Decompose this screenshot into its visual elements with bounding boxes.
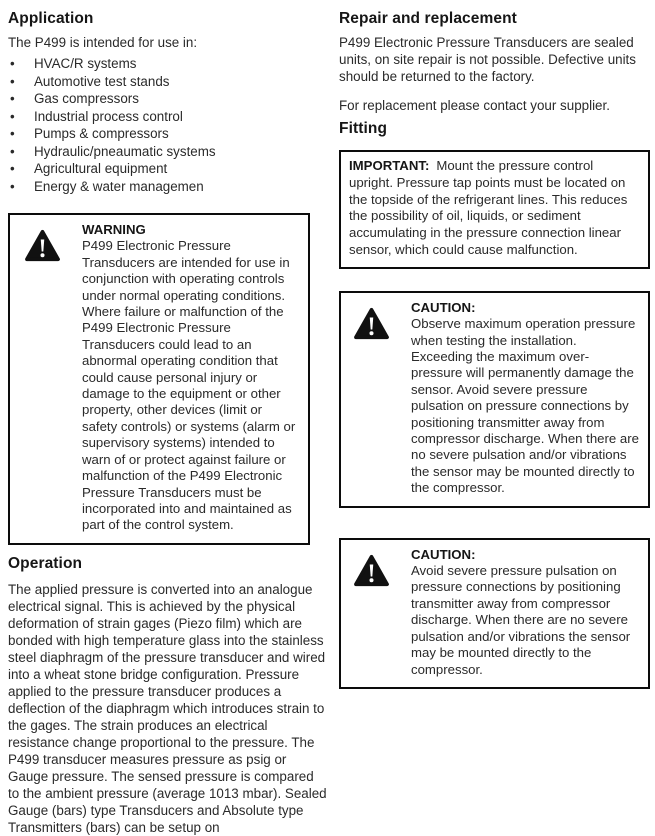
warning-triangle-icon — [349, 300, 411, 497]
caution-box-2 — [339, 538, 650, 689]
important-body: Mount the pressure control upright. Pressure tap points must be located on the topside of the refrigerant lines. This reduces the possibility of oil, liquids, or sediment accumulating in the pressure connection linear sensor, which could cause malfunction. — [349, 158, 628, 257]
bullet-icon: • — [10, 91, 15, 106]
fitting-heading: Fitting — [339, 120, 388, 137]
list-item — [8, 108, 328, 126]
caution-box-1 — [339, 291, 650, 508]
caution-title: CAUTION: — [411, 546, 476, 562]
application-list — [8, 55, 328, 195]
warning-triangle-icon — [20, 222, 82, 534]
bullet-icon: • — [10, 161, 15, 176]
right-column — [339, 0, 650, 689]
list-item — [8, 178, 328, 196]
repair-body-2: For replacement please contact your supplier. — [339, 98, 610, 113]
caution-content — [411, 547, 640, 678]
list-item — [8, 90, 328, 108]
list-item — [8, 125, 328, 143]
application-heading: Application — [8, 10, 94, 27]
caution-content — [411, 300, 640, 497]
list-item-label: Gas compressors — [34, 91, 139, 106]
list-item — [8, 73, 328, 91]
bullet-icon: • — [10, 108, 15, 124]
list-item-label: Hydraulic/pneaumatic systems — [34, 143, 216, 159]
list-item-label: Energy & water managemen — [34, 178, 204, 194]
operation-body: The applied pressure is converted into an analogue electrical signal. This is achieved by the physical deformation of strain gages (Piezo film) which are bonded with high temperature glass into the stainless steel diaphragm of the pressure transducer and wired into a wheat stone bridge configuration. Pressure applied to the pressure transducer produces a deflection of the diaphragm which introduces strain to the gages. The strain produces an electrical resistance change proportional to the pressure. The P499 transducer measures pressure as psig or Gauge pressure. The sensed pressure is compared to the ambient pressure (average 1013 mbar). Sealed Gauge (bars) type Transducers and Absolute type Transmitters (bars) can be setup on — [8, 581, 327, 835]
caution-body: Avoid severe pressure pulsation on pressure connections by positioning transmitter away from compressor discharge. When there are no severe pulsation and/or vibrations the sensor may be mounted directly to the compressor. — [411, 563, 631, 677]
list-item-label: Agricultural equipment — [34, 161, 168, 176]
caution-body: Observe maximum operation pressure when testing the installation. Exceeding the maximum over-pressure will permanently damage the sensor. Avoid severe pressure pulsation on pressure connections by positioning transmitter away from compressor discharge. When there are no severe pulsation and/or vibrations the sensor may be mounted directly to the compressor. — [411, 316, 639, 496]
important-label: IMPORTANT: — [349, 158, 430, 173]
list-item-label: HVAC/R systems — [34, 56, 137, 71]
bullet-icon: • — [10, 56, 15, 71]
bullet-icon: • — [10, 178, 15, 194]
list-item — [8, 160, 328, 178]
operation-heading: Operation — [8, 554, 83, 572]
list-item-label: Pumps & compressors — [34, 126, 169, 141]
warning-body: P499 Electronic Pressure Transducers are intended for use in conjunction with operating controls under normal operating conditions. Where failure or malfunction of the P499 Electronic Pressure Transducers could lead to an abnormal operating condition that could cause personal injury or damage to the equipment or other property, other devices (limit or safety controls) or systems (alarm or supervisory systems) intended to warn of or protect against failure or malfunction of the P499 Electronic Pressure Transducers must be incorporated into and maintained as part of the control system. — [82, 238, 296, 533]
bullet-icon: • — [10, 73, 15, 89]
caution-title: CAUTION: — [411, 299, 476, 315]
list-item-label: Automotive test stands — [34, 73, 170, 89]
warning-box — [8, 213, 310, 545]
list-item — [8, 143, 328, 161]
left-column — [8, 0, 328, 836]
list-item-label: Industrial process control — [34, 108, 183, 124]
list-item — [8, 55, 328, 73]
warning-content — [82, 222, 300, 534]
important-box — [339, 150, 650, 269]
bullet-icon: • — [10, 126, 15, 141]
repair-body-1: P499 Electronic Pressure Transducers are sealed units, on site repair is not possible. Defective units should be returned to the factory. — [339, 35, 636, 84]
bullet-icon: • — [10, 143, 15, 159]
repair-heading: Repair and replacement — [339, 10, 517, 27]
warning-triangle-icon — [349, 547, 411, 678]
warning-title: WARNING — [82, 222, 146, 237]
application-intro: The P499 is intended for use in: — [8, 35, 198, 50]
